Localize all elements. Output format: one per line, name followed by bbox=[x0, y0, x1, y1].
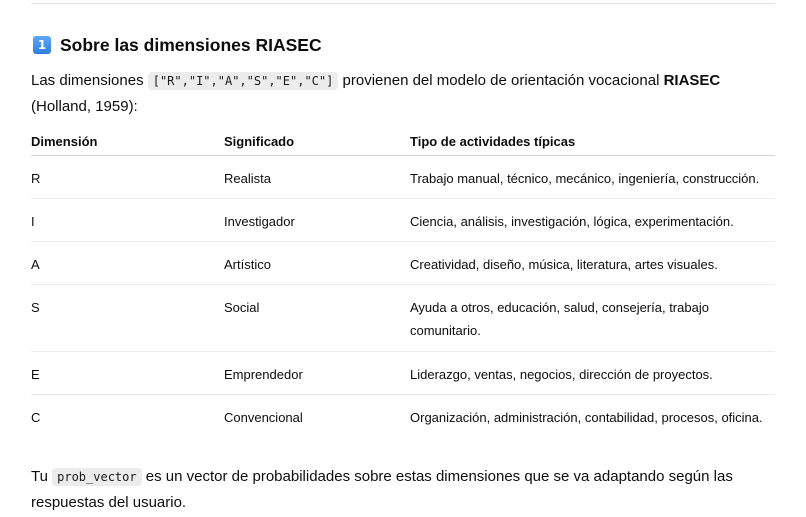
cell-dimension: R bbox=[31, 171, 41, 186]
cell-dimension: S bbox=[31, 300, 40, 315]
header-activities: Tipo de actividades típicas bbox=[410, 133, 576, 149]
section-title: Sobre las dimensiones RIASEC bbox=[60, 34, 322, 55]
table-row bbox=[31, 242, 775, 285]
outro-paragraph bbox=[31, 464, 771, 516]
cell-dimension: C bbox=[31, 410, 41, 425]
outro-prefix: Tu bbox=[31, 468, 53, 485]
cell-dimension: A bbox=[31, 257, 40, 272]
outro-suffix: es un vector de probabilidades sobre estas dimensiones que se va adaptando según las respuestas del usuario. bbox=[31, 468, 733, 511]
table-header bbox=[31, 127, 775, 156]
intro-suffix: (Holland, 1959): bbox=[31, 98, 138, 115]
dimensions-code: ["R","I","A","S","E","C"] bbox=[148, 72, 339, 90]
cell-meaning: Artístico bbox=[224, 257, 271, 272]
cell-activities: Ayuda a otros, educación, salud, consejería, trabajo comunitario. bbox=[410, 300, 709, 338]
cell-meaning: Convencional bbox=[224, 410, 303, 425]
cell-meaning: Realista bbox=[224, 171, 271, 186]
intro-paragraph bbox=[31, 68, 771, 120]
header-meaning: Significado bbox=[224, 133, 295, 149]
cell-meaning: Emprendedor bbox=[224, 367, 303, 382]
cell-activities: Trabajo manual, técnico, mecánico, ingeniería, construcción. bbox=[410, 171, 760, 186]
cell-dimension: I bbox=[31, 214, 35, 229]
cell-activities: Creatividad, diseño, música, literatura, artes visuales. bbox=[410, 257, 718, 272]
intro-middle: provienen del modelo de orientación vocacional bbox=[338, 72, 664, 89]
header-dimension: Dimensión bbox=[31, 133, 98, 149]
riasec-bold: RIASEC bbox=[663, 72, 721, 89]
section-heading bbox=[33, 34, 322, 56]
table-row bbox=[31, 352, 775, 395]
riasec-table bbox=[31, 127, 775, 439]
table-row bbox=[31, 395, 775, 439]
prob-vector-code: prob_vector bbox=[52, 468, 141, 486]
cell-meaning: Social bbox=[224, 300, 260, 315]
table-row bbox=[31, 199, 775, 242]
top-divider bbox=[31, 3, 775, 4]
table-row bbox=[31, 285, 775, 352]
cell-dimension: E bbox=[31, 367, 40, 382]
cell-activities: Ciencia, análisis, investigación, lógica, experimentación. bbox=[410, 214, 734, 229]
cell-meaning: Investigador bbox=[224, 214, 295, 229]
cell-activities: Liderazgo, ventas, negocios, dirección de proyectos. bbox=[410, 367, 713, 382]
intro-prefix: Las dimensiones bbox=[31, 72, 148, 89]
table-row bbox=[31, 156, 775, 199]
keycap-number-icon: 1 bbox=[33, 36, 51, 54]
cell-activities: Organización, administración, contabilidad, procesos, oficina. bbox=[410, 410, 763, 425]
